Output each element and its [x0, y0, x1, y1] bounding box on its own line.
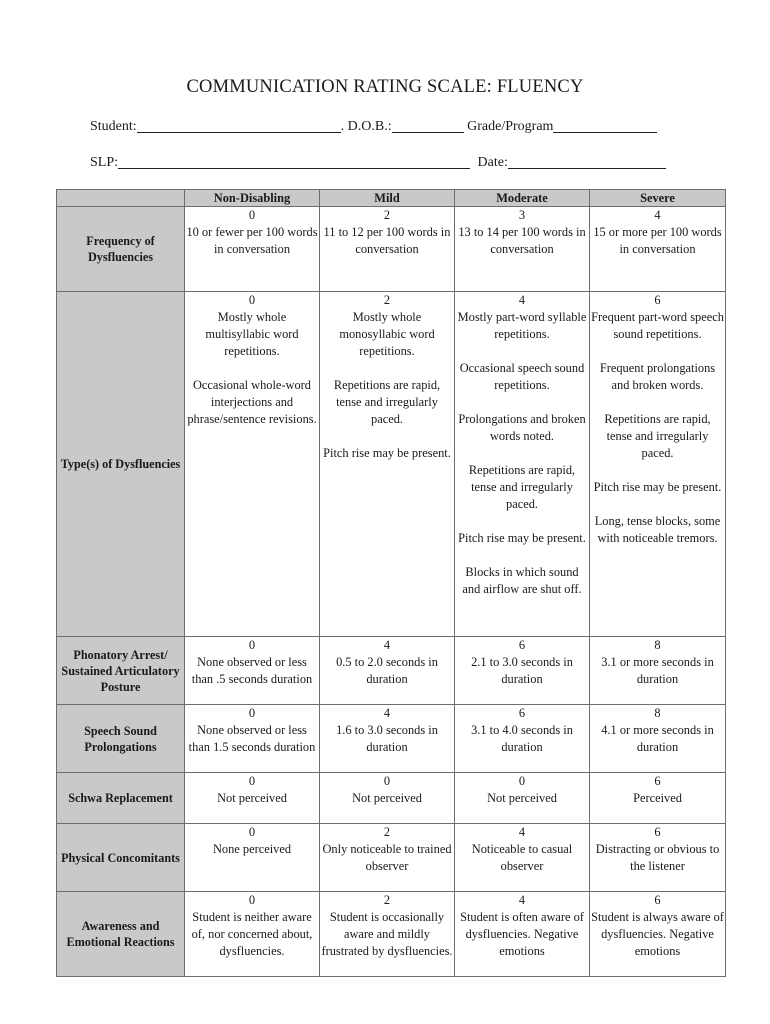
student-line: [90, 118, 657, 135]
rating-value: 6: [654, 893, 661, 907]
rating-description: Not perceived: [217, 791, 287, 805]
rating-description: Repetitions are rapid, tense and irregularly paced.: [604, 412, 711, 460]
header-row: [57, 190, 726, 207]
row-label-schwa: Schwa Replacement: [57, 773, 185, 824]
table-row-prolongations: [57, 705, 726, 773]
rating-value: 2: [383, 825, 391, 839]
cell-awareness-moderate: [455, 892, 590, 977]
rating-value: 4: [518, 825, 526, 839]
rating-value: 3: [518, 208, 526, 222]
fluency-rating-table: [56, 189, 726, 977]
cell-type-moderate: [455, 292, 590, 637]
cell-phonatory-arrest-mild: [320, 637, 455, 705]
rating-description: None observed or less than 1.5 seconds duration: [188, 723, 316, 754]
table-row-phonatory-arrest: [57, 637, 726, 705]
header-severe: Severe: [590, 190, 726, 207]
rating-description: Mostly whole multisyllabic word repetitions.: [205, 310, 299, 358]
rating-description: Mostly part-word syllable repetitions.: [457, 310, 587, 341]
cell-phonatory-arrest-non-disabling: [185, 637, 320, 705]
cell-awareness-severe: [590, 892, 726, 977]
row-label-physical-concomitants: Physical Concomitants: [57, 824, 185, 892]
cell-awareness-mild: [320, 892, 455, 977]
rating-value: 8: [654, 706, 661, 720]
rating-description: Pitch rise may be present.: [323, 446, 451, 460]
rating-description: Pitch rise may be present.: [593, 480, 722, 494]
cell-schwa-mild: [320, 773, 455, 824]
rating-value: 4: [383, 706, 391, 720]
rating-value: 0: [248, 208, 256, 222]
cell-schwa-non-disabling: [185, 773, 320, 824]
header-non-disabling: Non-Disabling: [185, 190, 320, 207]
table-row-frequency: [57, 207, 726, 292]
cell-prolongations-severe: [590, 705, 726, 773]
cell-phonatory-arrest-moderate: [455, 637, 590, 705]
cell-frequency-mild: [320, 207, 455, 292]
rating-description: 13 to 14 per 100 words in conversation: [458, 225, 586, 256]
cell-physical-concomitants-severe: [590, 824, 726, 892]
dob-label: . D.O.B.:: [340, 119, 392, 134]
cell-awareness-non-disabling: [185, 892, 320, 977]
table-row-schwa: [57, 773, 726, 824]
table-row-awareness: [57, 892, 726, 977]
rating-value: 6: [654, 293, 661, 307]
rating-value: 2: [383, 293, 391, 307]
rating-description: Occasional speech sound repetitions.: [459, 361, 585, 392]
rating-description: Not perceived: [352, 791, 422, 805]
rating-description: Repetitions are rapid, tense and irregularly paced.: [333, 378, 441, 426]
row-label-phonatory-arrest: Phonatory Arrest/ Sustained Articulatory Posture: [57, 637, 185, 705]
rating-value: 6: [654, 825, 661, 839]
header-blank: [57, 190, 185, 207]
rating-description: Student is often aware of dysfluencies. Negative emotions: [460, 910, 584, 958]
rating-description: 10 or fewer per 100 words in conversation: [186, 225, 318, 256]
cell-prolongations-mild: [320, 705, 455, 773]
date-field[interactable]: [508, 154, 666, 169]
rating-value: 6: [518, 638, 526, 652]
rating-value: 0: [518, 774, 526, 788]
slp-field[interactable]: [118, 154, 470, 169]
cell-type-severe: [590, 292, 726, 637]
dob-field[interactable]: [392, 118, 464, 133]
rating-value: 0: [383, 774, 391, 788]
rating-value: 0: [248, 706, 256, 720]
student-label: Student:: [90, 119, 137, 134]
row-label-awareness: Awareness and Emotional Reactions: [57, 892, 185, 977]
cell-prolongations-non-disabling: [185, 705, 320, 773]
rating-value: 4: [518, 893, 526, 907]
rating-description: 15 or more per 100 words in conversation: [593, 225, 722, 256]
rating-value: 4: [518, 293, 526, 307]
header-moderate: Moderate: [455, 190, 590, 207]
cell-type-non-disabling: [185, 292, 320, 637]
rating-description: 11 to 12 per 100 words in conversation: [323, 225, 451, 256]
rating-description: 1.6 to 3.0 seconds in duration: [336, 723, 438, 754]
rating-description: Repetitions are rapid, tense and irregularly paced.: [468, 463, 576, 511]
rating-description: Student is always aware of dysfluencies. Negative emotions: [591, 910, 724, 958]
rating-value: 4: [383, 638, 391, 652]
rating-description: Blocks in which sound and airflow are shut off.: [462, 565, 582, 596]
cell-frequency-moderate: [455, 207, 590, 292]
rating-description: Noticeable to casual observer: [471, 842, 573, 873]
date-label: Date:: [477, 155, 508, 170]
rating-value: 6: [518, 706, 526, 720]
rating-description: 2.1 to 3.0 seconds in duration: [471, 655, 573, 686]
rating-description: Frequent prolongations and broken words.: [599, 361, 716, 392]
row-label-frequency: Frequency of Dysfluencies: [57, 207, 185, 292]
rating-value: 2: [383, 893, 391, 907]
cell-type-mild: [320, 292, 455, 637]
grade-label: Grade/Program: [467, 119, 554, 134]
rating-description: 0.5 to 2.0 seconds in duration: [336, 655, 438, 686]
rating-description: Perceived: [633, 791, 682, 805]
rating-value: 0: [248, 638, 256, 652]
cell-frequency-non-disabling: [185, 207, 320, 292]
slp-line: [90, 154, 666, 171]
rating-description: 4.1 or more seconds in duration: [601, 723, 714, 754]
rating-description: 3.1 to 4.0 seconds in duration: [471, 723, 573, 754]
rating-description: Not perceived: [487, 791, 557, 805]
student-field[interactable]: [137, 118, 341, 133]
rating-description: Only noticeable to trained observer: [322, 842, 452, 873]
rating-description: Pitch rise may be present.: [458, 531, 586, 545]
cell-physical-concomitants-non-disabling: [185, 824, 320, 892]
cell-prolongations-moderate: [455, 705, 590, 773]
rating-value: 6: [654, 774, 661, 788]
cell-frequency-severe: [590, 207, 726, 292]
rating-description: Frequent part-word speech sound repetitions.: [591, 310, 724, 341]
rating-description: Distracting or obvious to the listener: [595, 842, 720, 873]
header-mild: Mild: [320, 190, 455, 207]
rating-description: Student is neither aware of, nor concerned about, dysfluencies.: [191, 910, 313, 958]
rating-value: 4: [654, 208, 661, 222]
rating-value: 8: [654, 638, 661, 652]
rating-description: 3.1 or more seconds in duration: [601, 655, 714, 686]
cell-physical-concomitants-mild: [320, 824, 455, 892]
rating-description: Prolongations and broken words noted.: [458, 412, 586, 443]
rating-description: Student is occasionally aware and mildly frustrated by dysfluencies.: [321, 910, 453, 958]
rating-description: Occasional whole-word interjections and phrase/sentence revisions.: [187, 378, 317, 426]
cell-phonatory-arrest-severe: [590, 637, 726, 705]
table-row-physical-concomitants: [57, 824, 726, 892]
rating-value: 0: [248, 774, 256, 788]
slp-label: SLP:: [90, 155, 119, 170]
grade-field[interactable]: [553, 118, 657, 133]
cell-schwa-moderate: [455, 773, 590, 824]
rating-description: None observed or less than .5 seconds duration: [191, 655, 313, 686]
table-row-type: [57, 292, 726, 637]
rating-value: 0: [248, 293, 256, 307]
cell-schwa-severe: [590, 773, 726, 824]
cell-physical-concomitants-moderate: [455, 824, 590, 892]
rating-description: None perceived: [212, 842, 292, 856]
rating-value: 0: [248, 825, 256, 839]
rating-value: 2: [383, 208, 391, 222]
row-label-type: Type(s) of Dysfluencies: [57, 292, 185, 637]
row-label-prolongations: Speech Sound Prolongations: [57, 705, 185, 773]
rating-value: 0: [248, 893, 256, 907]
page-title: COMMUNICATION RATING SCALE: FLUENCY: [186, 77, 584, 97]
rating-description: Long, tense blocks, some with noticeable tremors.: [594, 514, 721, 545]
rating-description: Mostly whole monosyllabic word repetitions.: [339, 310, 435, 358]
